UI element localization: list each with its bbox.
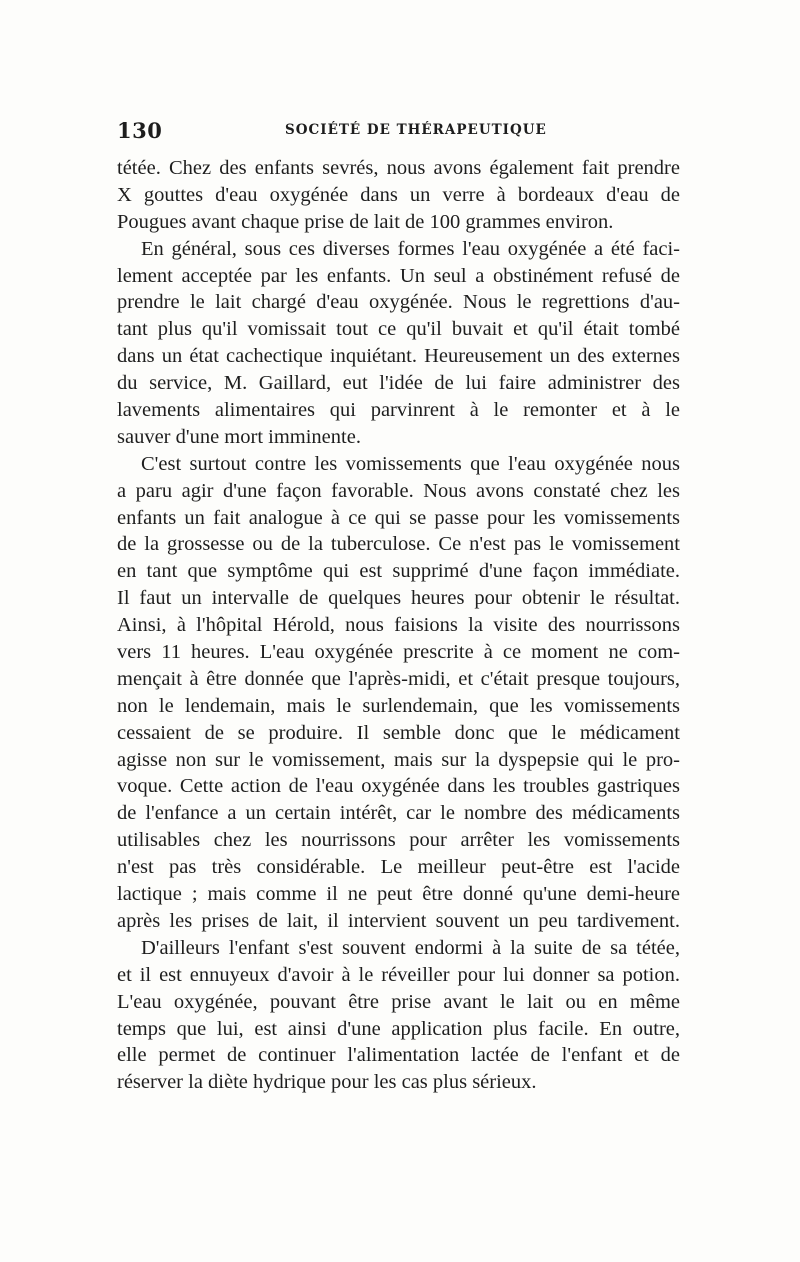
text-line: enfants un fait analogue à ce qui se passe pour les vomissements [117, 506, 680, 529]
text-line: C'est surtout contre les vomissements que l'eau oxygénée nous [141, 452, 680, 475]
text-line: temps que lui, est ainsi d'une application plus facile. En outre, [117, 1017, 680, 1040]
text-line: agisse non sur le vomissement, mais sur la dyspepsie qui le pro- [117, 748, 680, 771]
text-line: après les prises de lait, il intervient souvent un peu tardivement. [117, 909, 680, 932]
text-line: a paru agir d'une façon favorable. Nous avons constaté chez les [117, 479, 680, 502]
body-text [117, 155, 680, 1096]
text-line: L'eau oxygénée, pouvant être prise avant le lait ou en même [117, 990, 680, 1013]
text-line: utilisables chez les nourrissons pour arrêter les vomissements [117, 829, 680, 852]
text-line: Il faut un intervalle de quelques heures pour obtenir le résultat. [117, 587, 680, 610]
text-line: En général, sous ces diverses formes l'eau oxygénée a été faci- [141, 237, 680, 260]
text-line: cessaient de se produire. Il semble donc que le médicament [117, 721, 680, 744]
running-head: SOCIÉTÉ DE THÉRAPEUTIQUE [285, 122, 547, 138]
text-line: de la grossesse ou de la tuberculose. Ce n'est pas le vomissement [117, 533, 680, 556]
text-line: sauver d'une mort imminente. [117, 425, 361, 448]
text-line: non le lendemain, mais le surlendemain, que les vomissements [117, 694, 680, 717]
page-number: 130 [117, 118, 163, 143]
text-line: lactique ; mais comme il ne peut être donné qu'une demi-heure [117, 883, 680, 906]
text-line: du service, M. Gaillard, eut l'idée de lui faire administrer des [117, 372, 680, 395]
text-line: n'est pas très considérable. Le meilleur peut-être est l'acide [117, 856, 680, 879]
text-line: lavements alimentaires qui parvinrent à le remonter et à le [117, 399, 680, 422]
text-line: D'ailleurs l'enfant s'est souvent endormi à la suite de sa tétée, [141, 936, 680, 959]
text-line: de l'enfance a un certain intérêt, car le nombre des médicaments [117, 802, 680, 825]
text-line: tant plus qu'il vomissait tout ce qu'il buvait et qu'il était tombé [117, 318, 680, 341]
text-line: voque. Cette action de l'eau oxygénée dans les troubles gastriques [117, 775, 680, 798]
text-line: mençait à être donnée que l'après-midi, et c'était presque toujours, [117, 667, 680, 690]
text-line: prendre le lait chargé d'eau oxygénée. Nous le regrettions d'au- [117, 291, 680, 314]
text-line: réserver la diète hydrique pour les cas plus sérieux. [117, 1071, 537, 1094]
page-header [117, 118, 680, 142]
text-line: Pougues avant chaque prise de lait de 100 grammes environ. [117, 210, 614, 233]
text-line: vers 11 heures. L'eau oxygénée prescrite à ce moment ne com- [117, 641, 680, 664]
text-line: et il est ennuyeux d'avoir à le réveiller pour lui donner sa potion. [117, 963, 680, 986]
text-line: lement acceptée par les enfants. Un seul a obstinément refusé de [117, 264, 680, 287]
text-line: dans un état cachectique inquiétant. Heureusement un des externes [117, 345, 680, 368]
text-line: X gouttes d'eau oxygénée dans un verre à bordeaux d'eau de [117, 183, 680, 206]
text-line: en tant que symptôme qui est supprimé d'une façon immédiate. [117, 560, 680, 583]
text-line: elle permet de continuer l'alimentation lactée de l'enfant et de [117, 1044, 680, 1067]
text-line: tétée. Chez des enfants sevrés, nous avons également fait prendre [117, 157, 680, 179]
text-line: Ainsi, à l'hôpital Hérold, nous faisions la visite des nourrissons [117, 614, 680, 637]
